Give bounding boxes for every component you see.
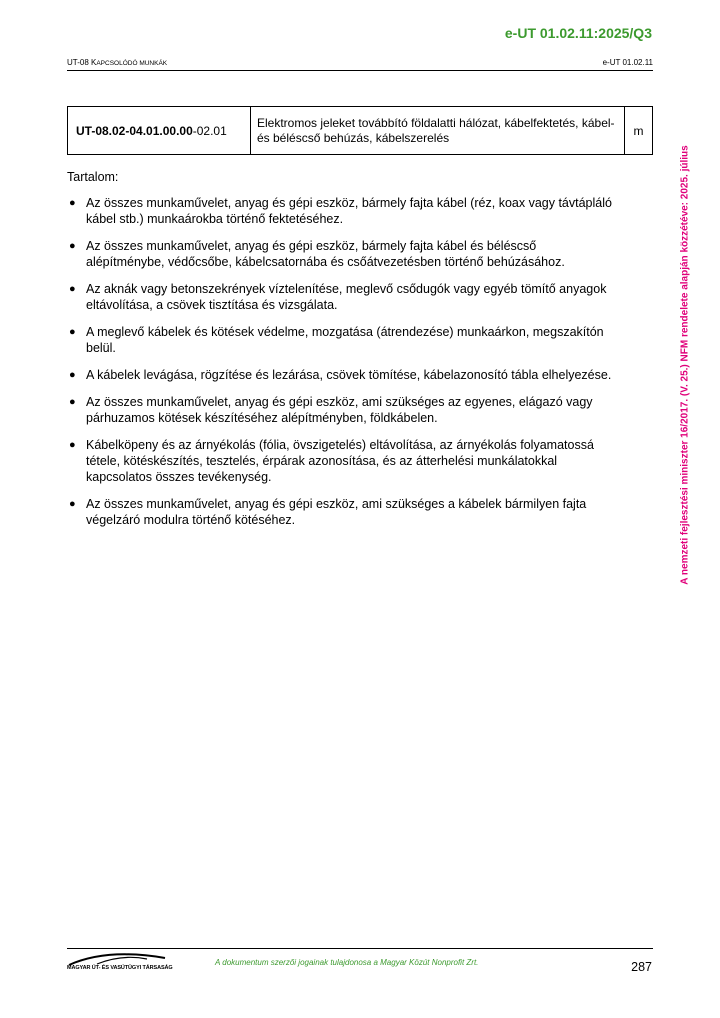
list-item: [67, 281, 615, 313]
item-code: [68, 107, 251, 154]
list-item-text: Az aknák vagy betonszekrények víztelenítése, meglevő csődugók vagy egyéb tömítő anyagok eltávolítása, a csövek tisztítása és vizsgálata.: [86, 282, 607, 312]
list-item: [67, 437, 615, 485]
list-item-text: Az összes munkaművelet, anyag és gépi eszköz, bármely fajta kábel (réz, koax vagy távtápláló kábel stb.) munkaárokba történő fektetéséhez.: [86, 196, 612, 226]
running-header: [67, 58, 653, 71]
list-item: [67, 238, 615, 270]
item-description: Elektromos jeleket továbbító földalatti hálózat, kábelfektetés, kábel- és béléscső behúzás, kábelszerelés: [251, 107, 625, 154]
header-chapter-prefix: UT-08 K: [67, 58, 97, 67]
bullet-icon: ●: [69, 369, 76, 381]
header-chapter: [67, 58, 167, 67]
list-item: [67, 195, 615, 227]
page-number: 287: [631, 960, 652, 974]
document-id: e-UT 01.02.11:2025/Q3: [504, 25, 652, 41]
item-unit: m: [633, 123, 644, 138]
list-item-text: Az összes munkaművelet, anyag és gépi eszköz, ami szükséges az egyenes, elágazó vagy párhuzamos kötések készítéséhez alépítményben, földkábelen.: [86, 395, 593, 425]
list-item-text: A meglevő kábelek és kötések védelme, mozgatása (átrendezése) munkaárkon, megszakítón belül.: [86, 325, 604, 355]
item-code-main: UT-08.02-04.01.00.00: [76, 123, 193, 138]
copyright-notice: A dokumentum szerzői jogainak tulajdonosa a Magyar Közút Nonprofit Zrt.: [215, 958, 479, 967]
list-item: [67, 324, 615, 356]
list-item: [67, 367, 615, 383]
list-item: [67, 496, 615, 528]
bullet-icon: ●: [69, 498, 76, 510]
society-logo: [67, 950, 173, 976]
list-item-text: A kábelek levágása, rögzítése és lezárása, csövek tömítése, kábelazonosító tábla elhelyezése.: [86, 368, 612, 382]
logo-text: MAGYAR ÚT- ÉS VASÚTÜGYI TÁRSASÁG: [67, 965, 173, 971]
item-code-suffix: -02.01: [192, 123, 227, 138]
bullet-icon: ●: [69, 439, 76, 451]
list-item-text: Kábelköpeny és az árnyékolás (fólia, övszigetelés) eltávolítása, az árnyékolás folyamatossá tétele, kötéskészítés, tesztelés, érpárak azonosítása, és az átterhelési munkálatokkal kapcsolatos összes tevékenység.: [86, 438, 594, 484]
bullet-icon: ●: [69, 240, 76, 252]
road-arc-icon: [67, 950, 167, 966]
bullet-icon: ●: [69, 326, 76, 338]
footer-divider: [67, 948, 653, 949]
bullet-icon: ●: [69, 197, 76, 209]
bullet-icon: ●: [69, 396, 76, 408]
item-table: [67, 106, 653, 155]
header-doc-ref: e-UT 01.02.11: [602, 58, 653, 67]
publication-note-text: A nemzeti fejlesztési miniszter 16/2017. (V. 25.) NFM rendelete alapján közzétéve: 2025. július: [679, 145, 691, 585]
bullet-icon: ●: [69, 283, 76, 295]
header-chapter-rest: APCSOLÓDÓ MUNKÁK: [96, 60, 168, 67]
content-list: [67, 195, 615, 539]
list-item-text: Az összes munkaművelet, anyag és gépi eszköz, ami szükséges a kábelek bármilyen fajta végelzáró modulra történő kötéséhez.: [86, 497, 587, 527]
content-label: Tartalom:: [67, 170, 119, 184]
list-item: [67, 394, 615, 426]
list-item-text: Az összes munkaművelet, anyag és gépi eszköz, bármely fajta kábel és béléscső alépítménybe, védőcsőbe, kábelcsatornába és csőátvezetésben történő behúzásához.: [86, 239, 565, 269]
